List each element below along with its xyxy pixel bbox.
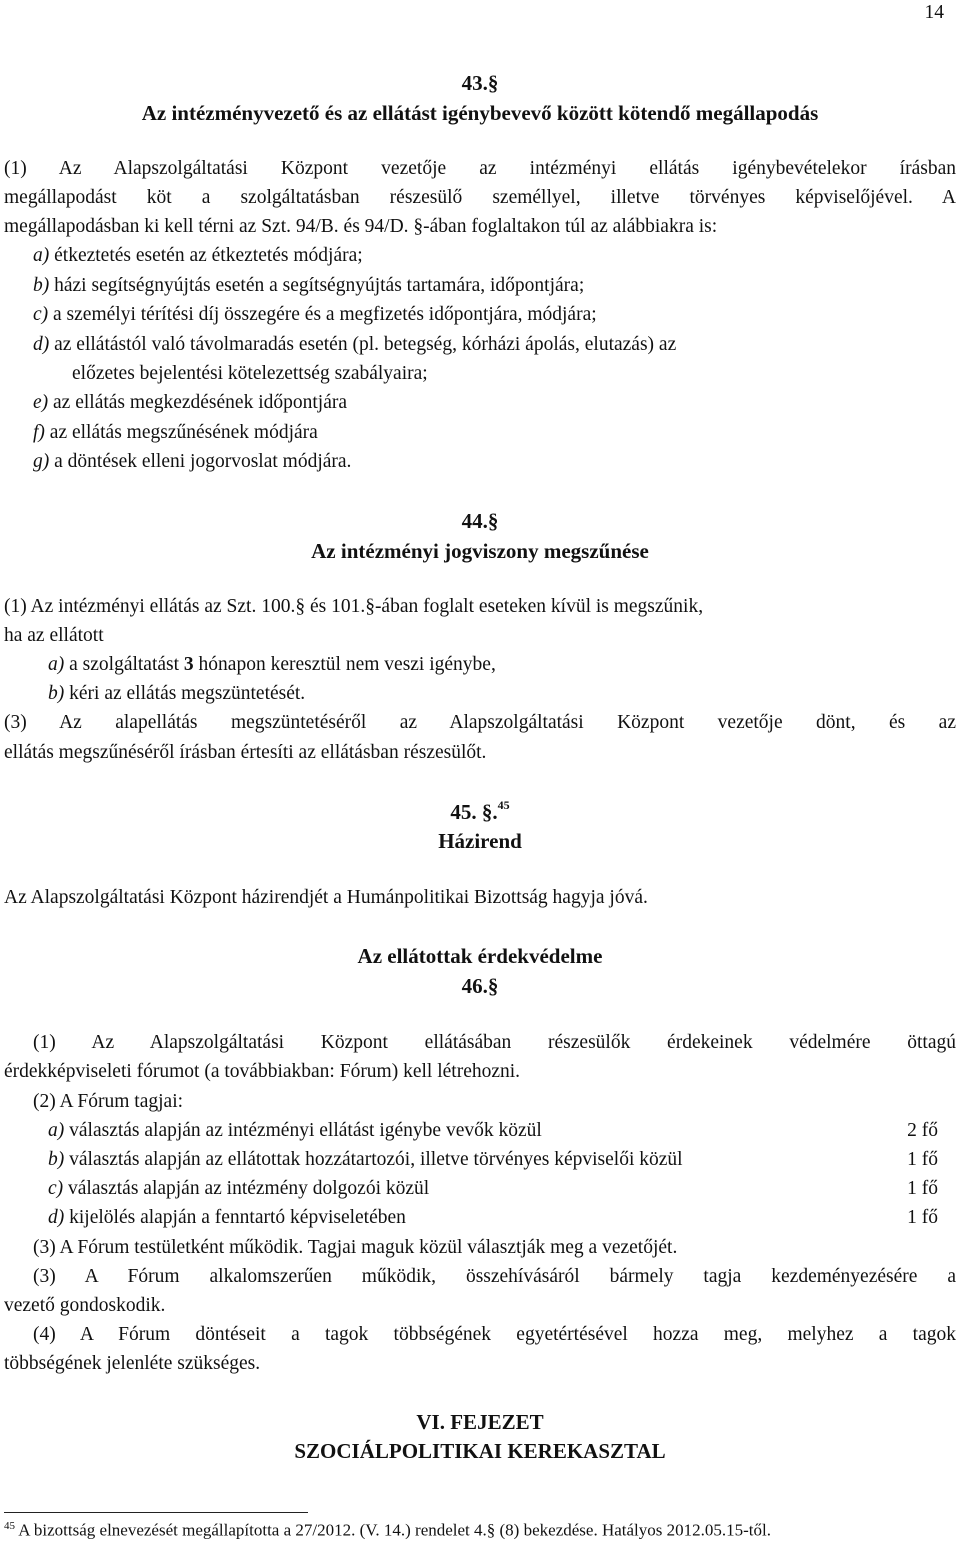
list-item: b) kéri az ellátás megszüntetését. <box>48 683 306 704</box>
section-44-title: Az intézményi jogviszony megszűnése <box>311 539 649 563</box>
member-row: b) választás alapján az ellátottak hozzátartozói, illetve törvényes képviselői közül <box>48 1149 683 1170</box>
section-46-para-3b-line-2: vezető gondoskodik. <box>4 1295 166 1316</box>
list-item: f) az ellátás megszűnésének módjára <box>33 422 318 443</box>
list-item: a) a szolgáltatást 3 hónapon keresztül nem veszi igénybe, <box>48 654 496 675</box>
list-item: b) házi segítségnyújtás esetén a segítségnyújtás tartamára, időpontjára; <box>33 275 585 296</box>
section-46-heading: Az ellátottak érdekvédelme <box>357 944 603 968</box>
section-44-para-3-line-1: (3) Az alapellátás megszüntetéséről az Alapszolgáltatási Központ vezetője dönt, és az <box>4 712 956 733</box>
list-item: c) a személyi térítési díj összegére és a megfizetés időpontjára, módjára; <box>33 304 597 325</box>
section-46-para-3a: (3) A Fórum testületként működik. Tagjai maguk közül választják meg a vezetőjét. <box>33 1237 678 1258</box>
section-46-para-1-line-1: (1) Az Alapszolgáltatási Központ ellátásában részesülők érdekeinek védelmére öttagú <box>33 1032 956 1053</box>
list-item: g) a döntések elleni jogorvoslat módjára. <box>33 451 352 472</box>
section-46-para-4-line-2: többségének jelenléte szükséges. <box>4 1353 261 1374</box>
member-count: 1 fő <box>907 1149 938 1170</box>
section-46-para-1-line-2: érdekképviseleti fórumot (a továbbiakban: Fórum) kell létrehozni. <box>4 1061 521 1082</box>
section-44-para-1: (1) Az intézményi ellátás az Szt. 100.§ és 101.§-ában foglalt eseteken kívül is megszűnik, <box>4 596 704 617</box>
chapter-title: SZOCIÁLPOLITIKAI KEREKASZTAL <box>294 1439 666 1463</box>
section-46-number: 46.§ <box>461 974 499 998</box>
section-45-number: 45. §.$^{45}$ <box>450 798 510 824</box>
chapter-number: VI. FEJEZET <box>416 1410 544 1434</box>
page-number: 14 <box>924 2 944 23</box>
member-count: 1 fő <box>907 1207 938 1228</box>
section-44-number: 44.§ <box>461 509 499 533</box>
section-43-para-line-1: (1) Az Alapszolgáltatási Központ vezetője az intézményi ellátás igénybevételekor írásban <box>4 158 956 179</box>
list-item-continuation: előzetes bejelentési kötelezettség szabályaira; <box>72 363 428 384</box>
section-46-para-4-line-1: (4) A Fórum döntéseit a tagok többségének egyetértésével hozza meg, melyhez a tagok <box>33 1324 956 1345</box>
section-43-para-line-3: megállapodásban ki kell térni az Szt. 94/B. és 94/D. §-ában foglaltakon túl az alábbiakra is: <box>4 216 718 237</box>
list-item: e) az ellátás megkezdésének időpontjára <box>33 392 348 413</box>
section-46-para-3b-line-1: (3) A Fórum alkalomszerűen működik, összehívásáról bármely tagja kezdeményezésére a <box>33 1266 956 1287</box>
section-43-para-line-2: megállapodást köt a szolgáltatásban részesülő személlyel, illetve törvényes képviselőjével. A <box>4 187 956 208</box>
section-43-number: 43.§ <box>461 71 499 95</box>
section-45-text: Az Alapszolgáltatási Központ házirendjét a Humánpolitikai Bizottság hagyja jóvá. <box>4 887 648 908</box>
section-46-para-2: (2) A Fórum tagjai: <box>33 1091 184 1112</box>
footnote-mark: 45 <box>4 1520 15 1532</box>
section-44-para-1-cont: ha az ellátott <box>4 625 104 646</box>
section-45-title: Házirend <box>438 829 522 853</box>
member-count: 2 fő <box>907 1120 938 1141</box>
footnote-text: A bizottság elnevezését megállapította a 27/2012. (V. 14.) rendelet 4.§ (8) bekezdése. Hatályos 2012.05.15-től. <box>15 1520 771 1540</box>
member-row: a) választás alapján az intézményi ellátást igénybe vevők közül <box>48 1120 542 1141</box>
member-row: d) kijelölés alapján a fenntartó képviseletében <box>48 1207 406 1228</box>
footnote-reference: 45 <box>497 798 510 812</box>
list-item: d) az ellátástól való távolmaradás esetén (pl. betegség, kórházi ápolás, elutazás) az <box>33 334 677 355</box>
footnote <box>4 1520 771 1541</box>
member-count: 1 fő <box>907 1178 938 1199</box>
member-row: c) választás alapján az intézmény dolgozói közül <box>48 1178 430 1199</box>
section-43-title: Az intézményvezető és az ellátást igénybevevő között kötendő megállapodás <box>141 101 819 125</box>
footnote-divider <box>4 1512 308 1513</box>
list-item: a) étkeztetés esetén az étkeztetés módjára; <box>33 245 363 266</box>
section-44-para-3-line-2: ellátás megszűnéséről írásban értesíti az ellátásban részesülőt. <box>4 742 487 763</box>
